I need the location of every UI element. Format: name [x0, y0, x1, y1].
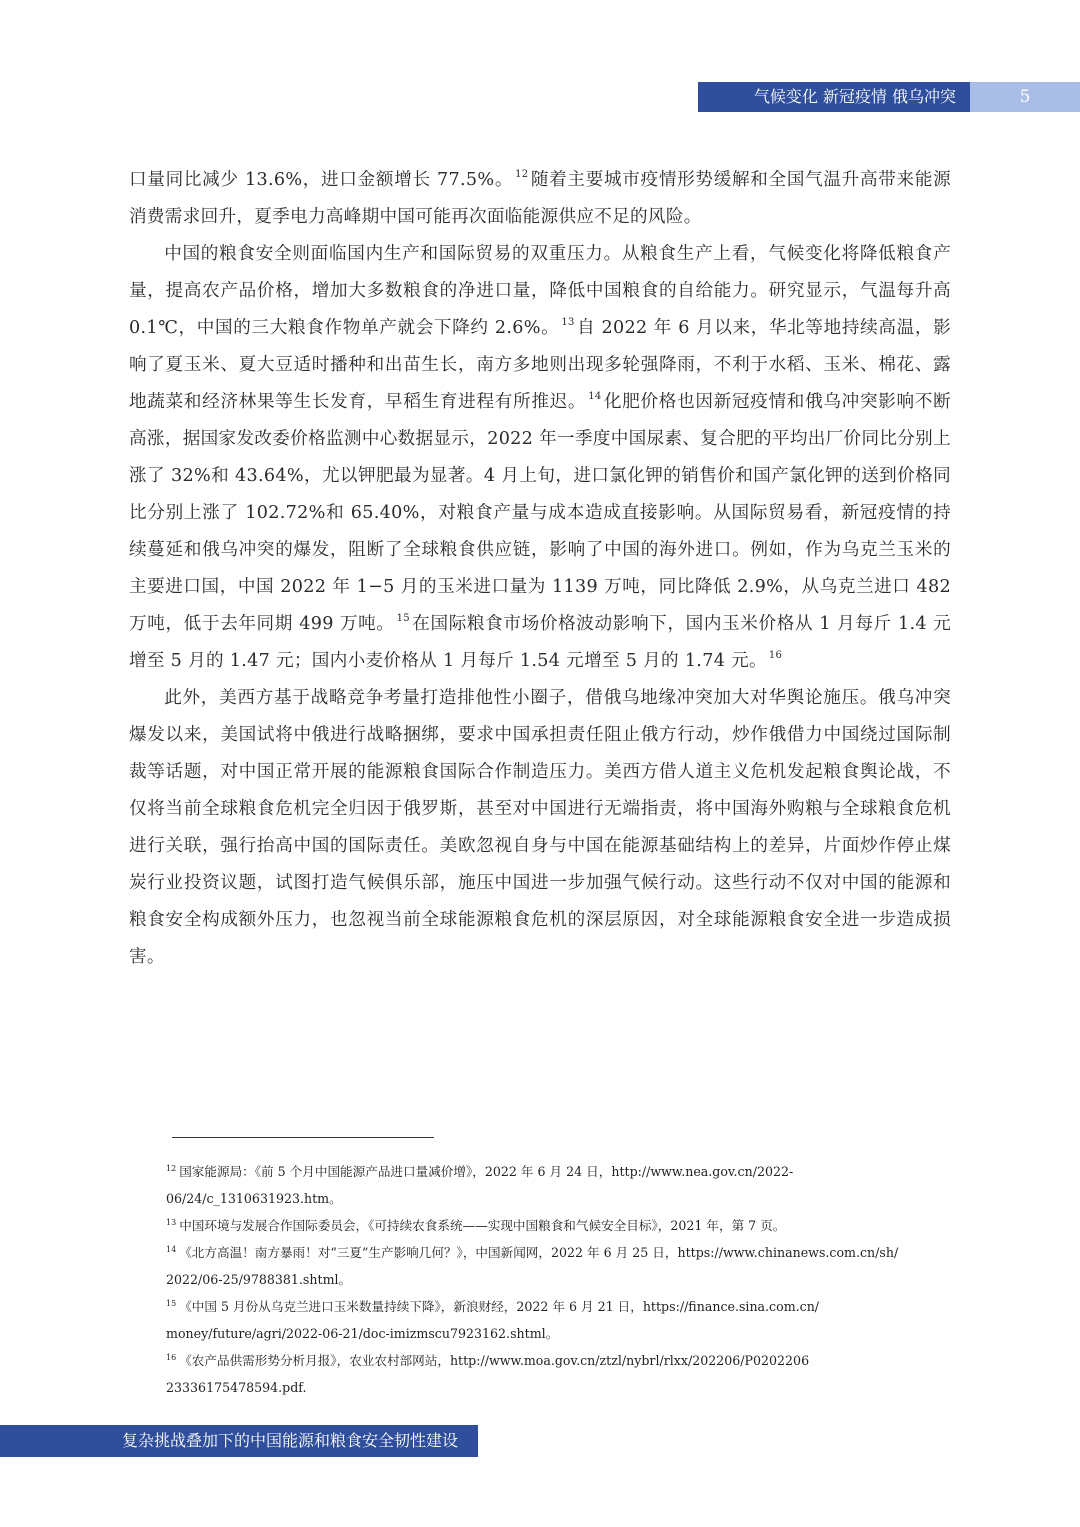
paragraph-2: [129, 236, 951, 680]
page-number: 5: [970, 82, 1080, 112]
body-text: [129, 162, 951, 976]
footnote-ref[interactable]: 14: [588, 391, 602, 402]
footnote-text: 《中国 5 月份从乌克兰进口玉米数量持续下降》，新浪财经，2022 年 6 月 21 日，https://finance.sina.com.cn/ money/future/agri/2022-06-21/doc-imizmscu7923162.shtml。: [166, 1299, 820, 1341]
text-run: 在国际粮食市场价格波动影响下，国内玉米价格从 1 月每斤 1.4 元增至 5 月的 1.47 元；国内小麦价格从 1 月每斤 1.54 元增至 5 月的 1.74 元。: [129, 614, 951, 671]
footnote-item: [166, 1239, 946, 1293]
running-header-title: 气候变化 新冠疫情 俄乌冲突: [698, 82, 970, 112]
footnote-text: 《北方高温！南方暴雨！对“三夏”生产影响几何？》，中国新闻网，2022 年 6 月 25 日，https://www.chinanews.com.cn/sh/ 2022/06-25/9788381.shtml。: [166, 1245, 899, 1287]
footnote-number: 12: [166, 1164, 177, 1173]
running-footer-title: 复杂挑战叠加下的中国能源和粮食安全韧性建设: [0, 1425, 478, 1457]
footnote-number: 16: [166, 1353, 177, 1362]
footnotes: [166, 1158, 946, 1401]
footnote-divider: [172, 1137, 434, 1138]
footnote-ref[interactable]: 15: [396, 613, 410, 624]
footnote-ref[interactable]: 16: [768, 650, 783, 661]
text-run: 随着主要城市疫情形势缓解和全国气温升高带来能源消费需求回升，夏季电力高峰期中国可能再次面临能源供应不足的风险。: [129, 170, 951, 227]
footnote-item: [166, 1347, 946, 1401]
text-run: 口量同比减少 13.6%，进口金额增长 77.5%。: [129, 170, 514, 190]
footnote-item: [166, 1293, 946, 1347]
footnote-number: 15: [166, 1299, 177, 1308]
paragraph-3: 此外，美西方基于战略竞争考量打造排他性小圈子，借俄乌地缘冲突加大对华舆论施压。俄乌冲突爆发以来，美国试将中俄进行战略捆绑，要求中国承担责任阻止俄方行动，炒作俄借力中国绕过国际制裁等话题，对中国正常开展的能源粮食国际合作制造压力。美西方借人道主义危机发起粮食舆论战，不仅将当前全球粮食危机完全归因于俄罗斯，甚至对中国进行无端指责，将中国海外购粮与全球粮食危机进行关联，强行抬高中国的国际责任。美欧忽视自身与中国在能源基础结构上的差异，片面炒作停止煤炭行业投资议题，试图打造气候俱乐部，施压中国进一步加强气候行动。这些行动不仅对中国的能源和粮食安全构成额外压力，也忽视当前全球能源粮食危机的深层原因，对全球能源粮食安全进一步造成损害。: [129, 688, 951, 967]
footnote-text: 《农产品供需形势分析月报》，农业农村部网站，http://www.moa.gov.cn/ztzl/nybrl/rlxx/202206/P0202206 23336175478594.pdf.: [166, 1353, 810, 1395]
footnote-text: 国家能源局：《前 5 个月中国能源产品进口量减价增》，2022 年 6 月 24 日，http://www.nea.gov.cn/2022-06/24/c_1310631923.htm。: [166, 1164, 794, 1206]
footnote-number: 13: [166, 1218, 177, 1227]
footnote-number: 14: [166, 1245, 177, 1254]
text-run: 化肥价格也因新冠疫情和俄乌冲突影响不断高涨，据国家发改委价格监测中心数据显示，2022 年一季度中国尿素、复合肥的平均出厂价同比分别上涨了 32%和 43.64%，尤以钾肥最为显著。4 月上旬，进口氯化钾的销售价和国产氯化钾的送到价格同比分别上涨了 102.72%和 65.40%，对粮食产量与成本造成直接影响。从国际贸易看，新冠疫情的持续蔓延和俄乌冲突的爆发，阻断了全球粮食供应链，影响了中国的海外进口。例如，作为乌克兰玉米的主要进口国，中国 2022 年 1−5 月的玉米进口量为 1139 万吨，同比降低 2.9%，从乌克兰进口 482 万吨，低于去年同期 499 万吨。: [129, 392, 951, 634]
text-run: 中国的粮食安全则面临国内生产和国际贸易的双重压力。从粮食生产上看，气候变化将降低粮食产量，提高农产品价格，增加大多数粮食的净进口量，降低中国粮食的自给能力。研究显示，气温每升高 0.1℃，中国的三大粮食作物单产就会下降约 2.6%。: [129, 244, 951, 338]
footnote-item: [166, 1158, 946, 1212]
text-run: 自 2022 年 6 月以来，华北等地持续高温，影响了夏玉米、夏大豆适时播种和出苗生长，南方多地则出现多轮强降雨，不利于水稻、玉米、棉花、露地蔬菜和经济林果等生长发育，早稻生育进程有所推迟。: [129, 318, 952, 412]
paragraph-1: [129, 162, 951, 236]
footnote-ref[interactable]: 13: [561, 317, 575, 328]
footnote-item: [166, 1212, 946, 1239]
footnote-ref[interactable]: 12: [515, 169, 529, 180]
footnote-text: 中国环境与发展合作国际委员会，《可持续农食系统——实现中国粮食和气候安全目标》，2021 年，第 7 页。: [179, 1218, 786, 1233]
